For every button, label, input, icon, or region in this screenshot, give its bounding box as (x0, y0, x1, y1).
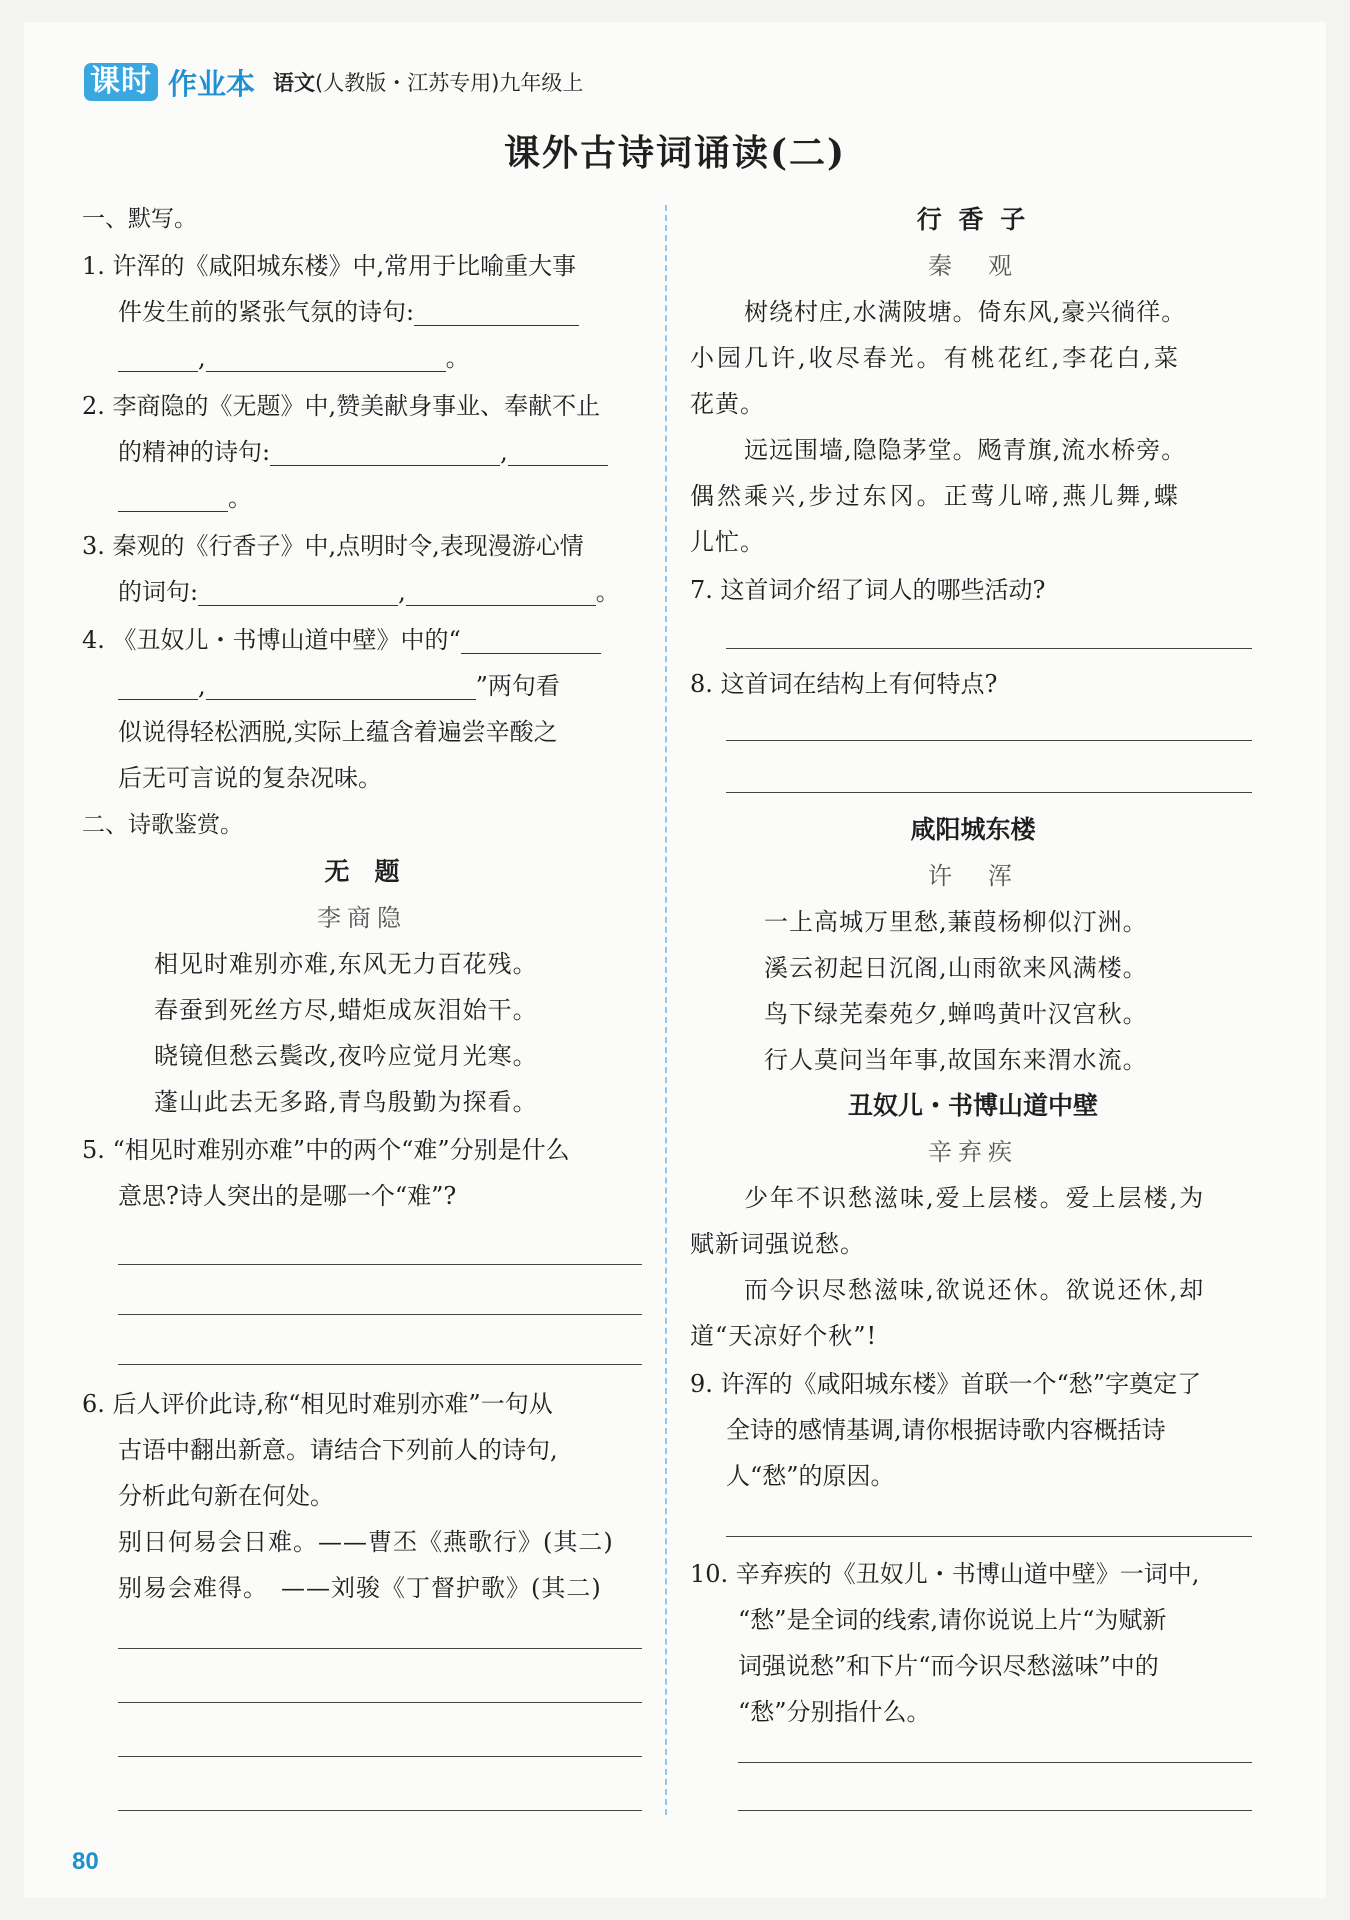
answer-line[interactable] (726, 648, 1252, 649)
answer-line[interactable] (118, 1264, 642, 1265)
answer-blank[interactable] (414, 301, 579, 326)
question-4: 4. 《丑奴儿・书博山道中壁》中的“ (82, 620, 601, 655)
answer-blank[interactable] (118, 675, 198, 700)
question-8: 8. 这首词在结构上有何特点? (690, 670, 998, 698)
question-1: 1. 许浑的《咸阳城东楼》中,常用于比喻重大事 (82, 252, 577, 280)
answer-line[interactable] (726, 1536, 1252, 1537)
poem-line: 相见时难别亦难,东风无力百花残。 (154, 950, 538, 978)
answer-line[interactable] (118, 1364, 642, 1365)
header (84, 62, 583, 102)
question-5: 5. “相见时难别亦难”中的两个“难”分别是什么 (82, 1136, 570, 1164)
answer-blank[interactable] (461, 629, 601, 654)
poem-line: 晓镜但愁云鬓改,夜吟应觉月光寒。 (154, 1042, 538, 1070)
answer-blank[interactable] (206, 347, 446, 372)
question-4-line2: , ”两句看 (118, 666, 560, 701)
quote-line: 别日何易会日难。——曹丕《燕歌行》(其二) (118, 1528, 614, 1556)
answer-line[interactable] (726, 740, 1252, 741)
poem-line: 溪云初起日沉阁,山雨欲来风满楼。 (764, 954, 1148, 982)
question-6: 6. 后人评价此诗,称“相见时难别亦难”一句从 (82, 1390, 553, 1418)
answer-line[interactable] (118, 1756, 642, 1757)
brand-logo: 课时 (84, 63, 158, 101)
question-7: 7. 这首词介绍了词人的哪些活动? (690, 576, 1046, 604)
quote-line: 别易会难得。 ——刘骏《丁督护歌》(其二) (118, 1574, 602, 1602)
answer-blank[interactable] (508, 441, 608, 466)
poem-author-xingxiangzi: 秦 观 (928, 252, 1018, 280)
question-2: 2. 李商隐的《无题》中,赞美献身事业、奉献不止 (82, 392, 601, 420)
poem-line: 树绕村庄,水满陂塘。倚东风,豪兴徜徉。 (744, 298, 1187, 326)
answer-line[interactable] (118, 1314, 642, 1315)
poem-line: 鸟下绿芜秦苑夕,蝉鸣黄叶汉宫秋。 (764, 1000, 1148, 1028)
answer-blank[interactable] (206, 675, 476, 700)
question-3: 3. 秦观的《行香子》中,点明时令,表现漫游心情 (82, 532, 584, 560)
question-10-line3: 词强说愁”和下片“而今识尽愁滋味”中的 (738, 1652, 1159, 1680)
poem-author-chounuer: 辛弃疾 (928, 1138, 1018, 1166)
section-2-heading: 二、诗歌鉴赏。 (82, 812, 243, 838)
poem-line: 道“天凉好个秋”! (690, 1322, 878, 1350)
question-10-line2: “愁”是全词的线索,请你说说上片“为赋新 (738, 1606, 1167, 1634)
poem-author-xianyang: 许 浑 (928, 862, 1018, 890)
poem-line: 远远围墙,隐隐茅堂。飏青旗,流水桥旁。 (744, 436, 1187, 464)
answer-blank[interactable] (406, 581, 596, 606)
poem-title-chounuer: 丑奴儿・书博山道中壁 (847, 1091, 1098, 1120)
question-4-line3: 似说得轻松洒脱,实际上蕴含着遍尝辛酸之 (118, 718, 558, 746)
question-2-line2: 的精神的诗句: , (118, 432, 608, 467)
question-1-line2: 件发生前的紧张气氛的诗句: (118, 292, 579, 327)
poem-line: 赋新词强说愁。 (690, 1230, 865, 1258)
poem-line: 少年不识愁滋味,爱上层楼。爱上层楼,为 (744, 1184, 1206, 1212)
poem-title-xingxiangzi: 行 香 子 (916, 205, 1030, 234)
answer-line[interactable] (118, 1702, 642, 1703)
answer-blank[interactable] (270, 441, 500, 466)
poem-line: 偶然乘兴,步过东冈。正莺儿啼,燕儿舞,蝶 (690, 482, 1181, 510)
question-5-line2: 意思?诗人突出的是哪一个“难”? (118, 1182, 457, 1210)
poem-title-wuti: 无 题 (324, 857, 400, 886)
poem-line: 花黄。 (690, 390, 765, 418)
question-6-line3: 分析此句新在何处。 (118, 1482, 334, 1510)
question-10-line4: “愁”分别指什么。 (738, 1698, 931, 1726)
poem-line: 一上高城万里愁,蒹葭杨柳似汀洲。 (764, 908, 1148, 936)
answer-blank[interactable] (198, 581, 398, 606)
poem-line: 行人莫问当年事,故国东来渭水流。 (764, 1046, 1148, 1074)
question-9: 9. 许浑的《咸阳城东楼》首联一个“愁”字奠定了 (690, 1370, 1202, 1398)
answer-line[interactable] (738, 1762, 1252, 1763)
answer-blank[interactable] (118, 487, 228, 512)
answer-line[interactable] (738, 1810, 1252, 1811)
column-divider (665, 205, 667, 1815)
question-1-line3: , 。 (118, 338, 470, 373)
question-6-line2: 古语中翻出新意。请结合下列前人的诗句, (118, 1436, 558, 1464)
question-9-line2: 全诗的感情基调,请你根据诗歌内容概括诗 (726, 1416, 1166, 1444)
question-3-line2: 的词句: , 。 (118, 578, 620, 606)
poem-line: 而今识尽愁滋味,欲说还休。欲说还休,却 (744, 1276, 1206, 1304)
answer-line[interactable] (118, 1648, 642, 1649)
subject-line: 语文(人教版・江苏专用)九年级上 (273, 71, 584, 95)
page-title: 课外古诗词诵读(二) (503, 132, 847, 174)
poem-line: 儿忙。 (690, 528, 765, 556)
page-number: 80 (72, 1848, 99, 1875)
brand-name: 作业本 (168, 66, 256, 101)
poem-line: 春蚕到死丝方尽,蜡炬成灰泪始干。 (154, 996, 538, 1024)
answer-line[interactable] (726, 792, 1252, 793)
poem-author-wuti: 李商隐 (317, 904, 407, 932)
question-2-line3: 。 (118, 478, 252, 513)
section-1-heading: 一、默写。 (82, 206, 197, 232)
poem-title-xianyang: 咸阳城东楼 (910, 815, 1036, 844)
question-4-line4: 后无可言说的复杂况味。 (118, 764, 382, 792)
answer-blank[interactable] (118, 347, 198, 372)
question-10: 10. 辛弃疾的《丑奴儿・书博山道中壁》一词中, (690, 1560, 1200, 1588)
poem-line: 小园几许,收尽春光。有桃花红,李花白,菜 (690, 344, 1181, 372)
poem-line: 蓬山此去无多路,青鸟殷勤为探看。 (154, 1088, 538, 1116)
question-9-line3: 人“愁”的原因。 (726, 1462, 895, 1490)
answer-line[interactable] (118, 1810, 642, 1811)
